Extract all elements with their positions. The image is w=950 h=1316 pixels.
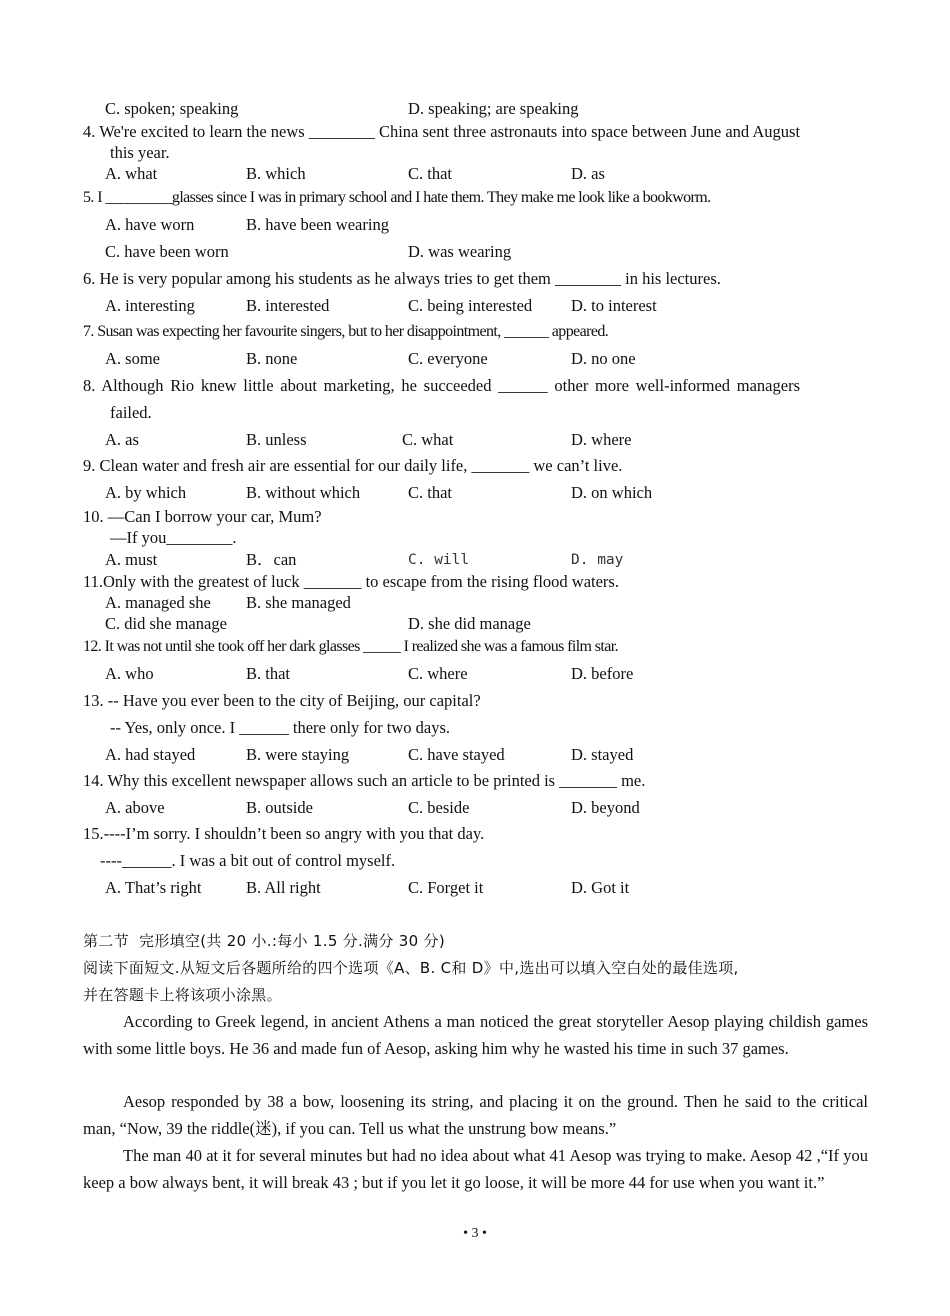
section-instruction-cont: 并在答题卡上将该项小涂黑。 xyxy=(83,986,282,1004)
option-a: A. by which xyxy=(105,483,187,502)
cloze-paragraph xyxy=(83,1089,868,1142)
question-stem: 14. Why this excellent newspaper allows such an article to be printed is _______ me. xyxy=(83,771,646,790)
option-b: B. All right xyxy=(246,878,321,897)
option-b: B. she managed xyxy=(246,593,351,612)
option-c: C. have stayed xyxy=(408,745,505,764)
cloze-paragraph-text: According to Greek legend, in ancient Athens a man noticed the great storyteller Aesop playing childish games with some little boys. He 36 and made fun of Aesop, asking him why he wasted his time in such 37 games. xyxy=(83,1012,868,1058)
q3-option-d: D. speaking; are speaking xyxy=(408,99,579,118)
option-a: A. That’s right xyxy=(105,878,202,897)
option-c: C. did she manage xyxy=(105,614,227,633)
option-b: B. were staying xyxy=(246,745,350,764)
option-c: C. everyone xyxy=(408,349,488,368)
option-d: D. no one xyxy=(571,349,636,368)
q3-option-c: C. spoken; speaking xyxy=(105,99,239,118)
option-c: C. have been worn xyxy=(105,242,229,261)
question-stem: 4. We're excited to learn the news ________ China sent three astronauts into space between June and August xyxy=(83,122,801,141)
question-stem-cont: -- Yes, only once. I ______ there only for two days. xyxy=(110,718,451,737)
question-stem: 11.Only with the greatest of luck _______ to escape from the rising flood waters. xyxy=(83,572,619,591)
question-stem: 9. Clean water and fresh air are essential for our daily life, _______ we can’t live. xyxy=(83,456,623,475)
question-stem: 10. —Can I borrow your car, Mum? xyxy=(83,507,322,526)
cloze-paragraph-text: The man 40 at it for several minutes but had no idea about what 41 Aesop was trying to make. Aesop 42 ,“If you keep a bow always bent, it will break 43 ; but if you let it go loose, it will be more 44 for use when you want it.” xyxy=(83,1146,868,1192)
option-b: B. unless xyxy=(246,430,307,449)
option-b: B. without which xyxy=(246,483,361,502)
question-stem: 13. -- Have you ever been to the city of Beijing, our capital? xyxy=(83,691,481,710)
option-c: C. that xyxy=(408,164,452,183)
cloze-paragraph xyxy=(83,1143,868,1196)
option-a: A. must xyxy=(105,550,158,569)
option-b: B. that xyxy=(246,664,290,683)
cloze-paragraph-text: Aesop responded by 38 a bow, loosening its string, and placing it on the ground. Then he said to the critical man, “Now, 39 the riddle(迷), if you can. Tell us what the unstrung bow means.” xyxy=(83,1092,868,1138)
option-c: C. Forget it xyxy=(408,878,484,897)
section-instruction: 阅读下面短文.从短文后各题所给的四个选项《A、B. C和 D》中,选出可以填入空白处的最佳选项, xyxy=(83,959,739,977)
option-d: D. was wearing xyxy=(408,242,512,261)
option-a: A. who xyxy=(105,664,154,683)
option-b: B. none xyxy=(246,349,298,368)
option-a: A. managed she xyxy=(105,593,211,612)
option-b: B．can xyxy=(246,550,297,569)
option-b: B. outside xyxy=(246,798,313,817)
option-a: A. have worn xyxy=(105,215,195,234)
question-stem: 7. Susan was expecting her favourite singers, but to her disappointment, ______ appeared. xyxy=(83,323,609,340)
option-d: D. beyond xyxy=(571,798,640,817)
question-stem: 15.----I’m sorry. I shouldn’t been so angry with you that day. xyxy=(83,824,485,843)
option-c: C. what xyxy=(402,430,454,449)
option-d: D. to interest xyxy=(571,296,657,315)
option-a: A. as xyxy=(105,430,139,449)
option-d: D. on which xyxy=(571,483,653,502)
option-a: A. what xyxy=(105,164,158,183)
option-d: D. stayed xyxy=(571,745,634,764)
option-d: D. as xyxy=(571,164,605,183)
option-b: B. have been wearing xyxy=(246,215,389,234)
option-b: B. interested xyxy=(246,296,330,315)
option-c: C. where xyxy=(408,664,468,683)
option-d: D. where xyxy=(571,430,632,449)
option-d: D. Got it xyxy=(571,878,630,897)
option-c: C. that xyxy=(408,483,452,502)
option-c: C. being interested xyxy=(408,296,533,315)
option-a: A. some xyxy=(105,349,160,368)
question-stem: 8. Although Rio knew little about marketing, he succeeded ______ other more well-informed managers xyxy=(83,376,800,395)
option-a: A. had stayed xyxy=(105,745,196,764)
option-c: C. will xyxy=(408,552,470,568)
question-stem-cont: this year. xyxy=(110,143,170,162)
option-d: D. she did manage xyxy=(408,614,531,633)
section-title: 第二节 完形填空(共 20 小.:每小 1.5 分.满分 30 分) xyxy=(83,932,445,950)
option-d: D. may xyxy=(571,552,624,568)
option-c: C. beside xyxy=(408,798,470,817)
option-a: A. above xyxy=(105,798,165,817)
question-stem-cont: —If you________. xyxy=(110,528,237,547)
option-a: A. interesting xyxy=(105,296,195,315)
question-stem: 6. He is very popular among his students as he always tries to get them ________ in his lectures. xyxy=(83,269,721,288)
page-number: • 3 • xyxy=(463,1226,487,1241)
cloze-paragraph xyxy=(83,1009,868,1062)
question-stem: 5. I _________glasses since I was in primary school and I hate them. They make me look like a bookworm. xyxy=(83,189,711,206)
question-stem: 12. It was not until she took off her dark glasses _____ I realized she was a famous film star. xyxy=(83,638,619,655)
question-stem-cont: failed. xyxy=(110,403,152,422)
option-d: D. before xyxy=(571,664,634,683)
option-b: B. which xyxy=(246,164,306,183)
question-stem-cont: ----______. I was a bit out of control myself. xyxy=(100,851,396,870)
